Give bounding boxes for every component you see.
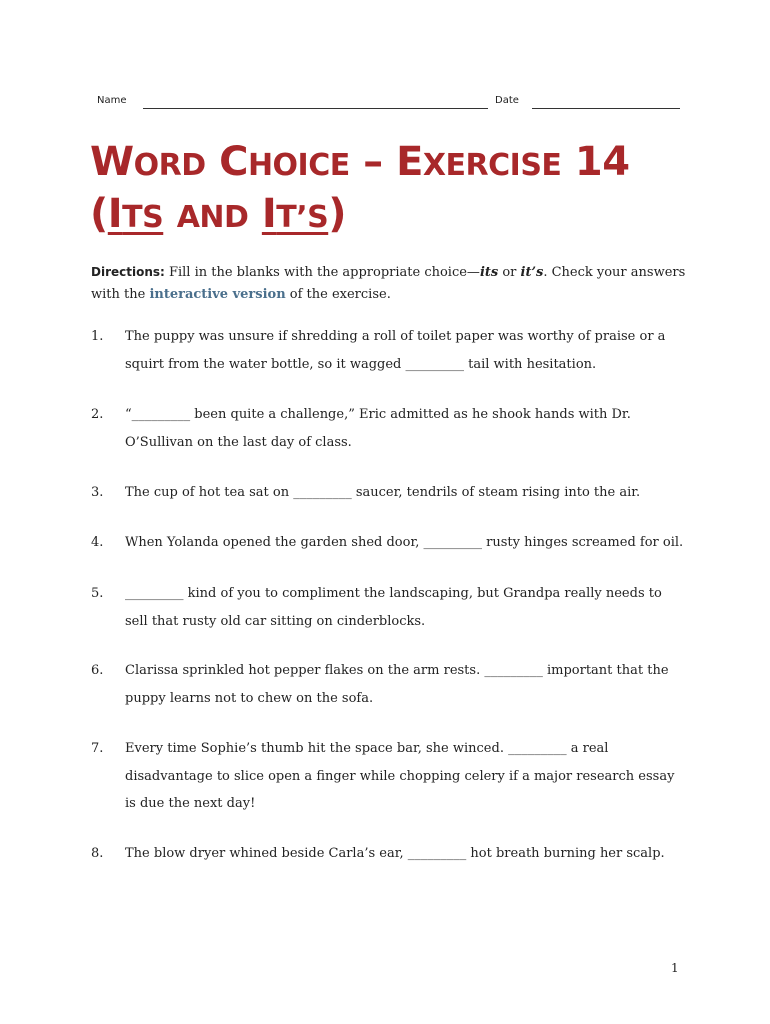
name-line[interactable]	[143, 108, 488, 109]
item-text: The blow dryer whined beside Carla’s ear, _________ hot breath burning her scalp.	[125, 846, 665, 861]
item-number: 3.	[91, 485, 104, 500]
title-part: E	[396, 139, 423, 185]
choice-itapos: it’s	[520, 265, 544, 280]
title-part: T’S	[276, 200, 329, 235]
title-part: (	[90, 191, 108, 237]
title-part: W	[90, 139, 134, 185]
page-number: 1	[671, 961, 679, 975]
title-part: XERCISE	[422, 148, 562, 183]
date-line[interactable]	[532, 108, 680, 109]
title-part: C	[219, 139, 248, 185]
directions-or: or	[498, 265, 521, 280]
page-title	[90, 138, 710, 242]
item-number: 6.	[91, 663, 104, 678]
item-text: “_________ been quite a challenge,” Eric admitted as he shook hands with Dr. O’Sullivan on the last day of class.	[125, 407, 631, 450]
item-number: 2.	[91, 407, 104, 422]
title-part: 14	[561, 139, 630, 185]
name-label: Name	[97, 95, 127, 106]
choice-its: its	[479, 265, 499, 280]
title-part: I	[261, 191, 277, 237]
item-text: The puppy was unsure if shredding a roll of toilet paper was worthy of praise or a squirt from the water bottle, so it wagged _________ tail with hesitation.	[125, 329, 666, 372]
title-part: ORD	[133, 148, 206, 183]
item-number: 7.	[91, 741, 104, 756]
item-text: _________ kind of you to compliment the landscaping, but Grandpa really needs to sell that rusty old car sitting on cinderblocks.	[125, 586, 662, 629]
directions-label: Directions:	[91, 265, 165, 279]
title-part: I	[107, 191, 123, 237]
directions-text: Fill in the blanks with the appropriate choice—	[164, 265, 480, 280]
title-part: –	[349, 139, 397, 185]
item-text: Clarissa sprinkled hot pepper flakes on the arm rests. _________ important that the puppy learns not to chew on the sofa.	[125, 663, 669, 706]
directions-text: of the exercise.	[285, 287, 391, 302]
item-text: When Yolanda opened the garden shed door, _________ rusty hinges screamed for oil.	[125, 535, 684, 550]
interactive-version-link[interactable]: interactive version	[149, 287, 286, 302]
item-text: Every time Sophie’s thumb hit the space bar, she winced. _________ a real disadvantage to slice open a finger while chopping celery if a major research essay is due the next day!	[125, 741, 675, 811]
directions-text: . Check your answers with the	[91, 265, 686, 302]
name-date-header	[97, 94, 680, 110]
title-part: HOICE	[247, 148, 350, 183]
title-part: TS	[122, 200, 164, 235]
item-number: 5.	[91, 586, 104, 601]
item-number: 4.	[91, 535, 104, 550]
item-text: The cup of hot tea sat on _________ saucer, tendrils of steam rising into the air.	[125, 485, 641, 500]
date-label: Date	[495, 95, 519, 106]
item-number: 1.	[91, 329, 104, 344]
item-number: 8.	[91, 846, 104, 861]
directions	[91, 261, 691, 306]
title-part: )	[328, 191, 346, 237]
title-part: AND	[176, 200, 249, 235]
